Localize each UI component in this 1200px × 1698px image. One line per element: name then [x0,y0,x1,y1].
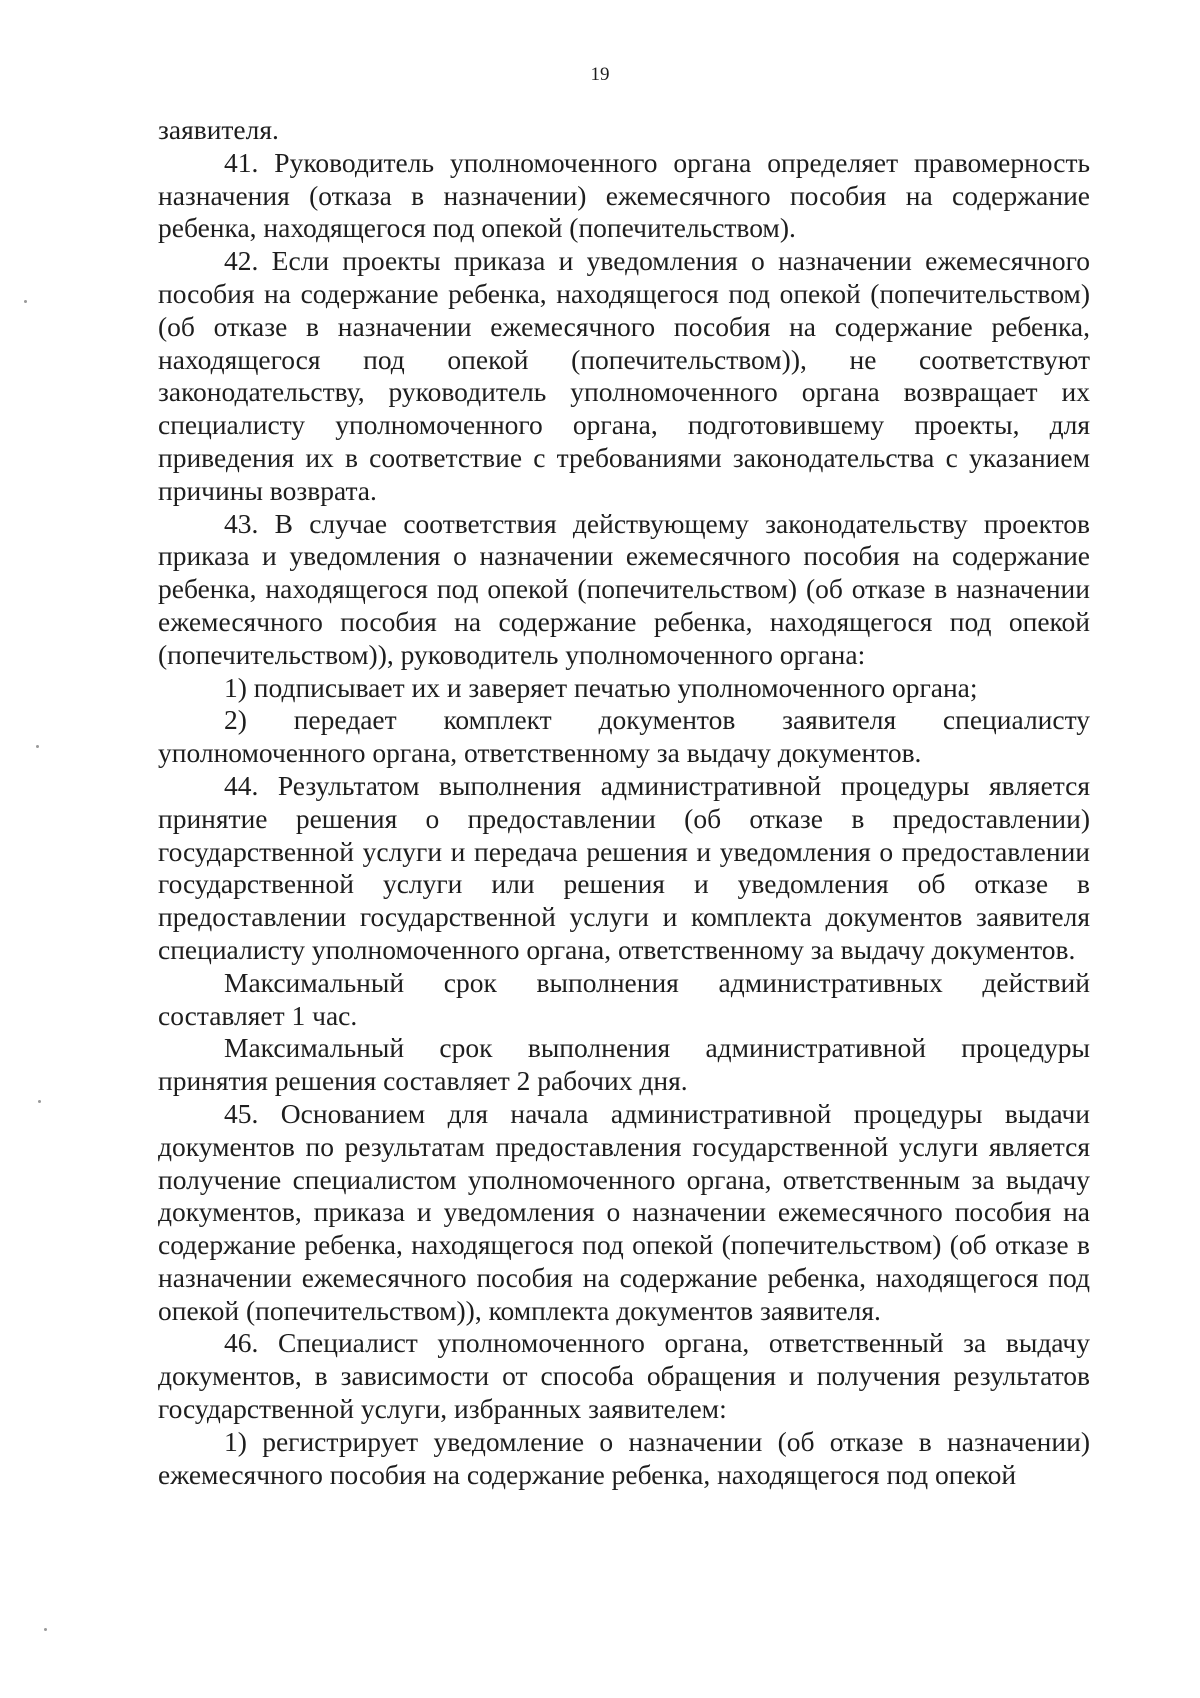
paragraph-46-item-1: 1) регистрирует уведомление о назначении (об отказе в назначении) ежемесячного пособия на содержание ребенка, находящегося под опекой [158,1425,1090,1490]
paragraph-max-term-1: Максимальный срок выполнения административных действий составляет 1 час. [158,966,1090,1031]
paragraph-41: 41. Руководитель уполномоченного органа определяет правомерность назначения (отказа в назначении) ежемесячного пособия на содержание ребенка, находящегося под опекой (попечительством). [158,146,1090,244]
paragraph-43-item-2: 2) передает комплект документов заявителя специалисту уполномоченного органа, ответственному за выдачу документов. [158,704,1090,769]
paragraph-43: 43. В случае соответствия действующему законодательству проектов приказа и уведомления о назначении ежемесячного пособия на содержание ребенка, находящегося под опекой (попечительством) (об отказе в назначении ежемесячного пособия на содержание ребенка, находящегося под опекой (попечительством)), руководитель уполномоченного органа: [158,507,1090,670]
paragraph-continuation: заявителя. [158,114,279,145]
document-body [158,114,1090,1491]
paragraph-46: 46. Специалист уполномоченного органа, ответственный за выдачу документов, в зависимости от способа обращения и получения результатов государственной услуги, избранных заявителем: [158,1327,1090,1425]
paragraph-44: 44. Результатом выполнения административной процедуры является принятие решения о предоставлении (об отказе в предоставлении) государственной услуги и передача решения и уведомления о предоставлении государственной услуги или решения и уведомления об отказе в предоставлении государственной услуги и комплекта документов заявителя специалисту уполномоченного органа, ответственному за выдачу документов. [158,769,1090,965]
scan-speck [38,1100,41,1103]
scan-speck [24,300,27,303]
paragraph-43-item-1: 1) подписывает их и заверяет печатью уполномоченного органа; [224,671,978,703]
scan-speck [36,745,39,748]
paragraph-max-term-2: Максимальный срок выполнения административной процедуры принятия решения составляет 2 рабочих дня. [158,1032,1090,1097]
scan-speck [44,1628,47,1631]
page-number: 19 [590,64,610,85]
paragraph-45: 45. Основанием для начала административной процедуры выдачи документов по результатам предоставления государственной услуги является получение специалистом уполномоченного органа, ответственным за выдачу документов, приказа и уведомления о назначении ежемесячного пособия на содержание ребенка, находящегося под опекой (попечительством) (об отказе в назначении ежемесячного пособия на содержание ребенка, находящегося под опекой (попечительством)), комплекта документов заявителя. [158,1097,1090,1326]
paragraph-42: 42. Если проекты приказа и уведомления о назначении ежемесячного пособия на содержание ребенка, находящегося под опекой (попечительством) (об отказе в назначении ежемесячного пособия на содержание ребенка, находящегося под опекой (попечительством)), не соответствуют законодательству, руководитель уполномоченного органа возвращает их специалисту уполномоченного органа, подготовившему проекты, для приведения их в соответствие с требованиями законодательства с указанием причины возврата. [158,245,1090,506]
